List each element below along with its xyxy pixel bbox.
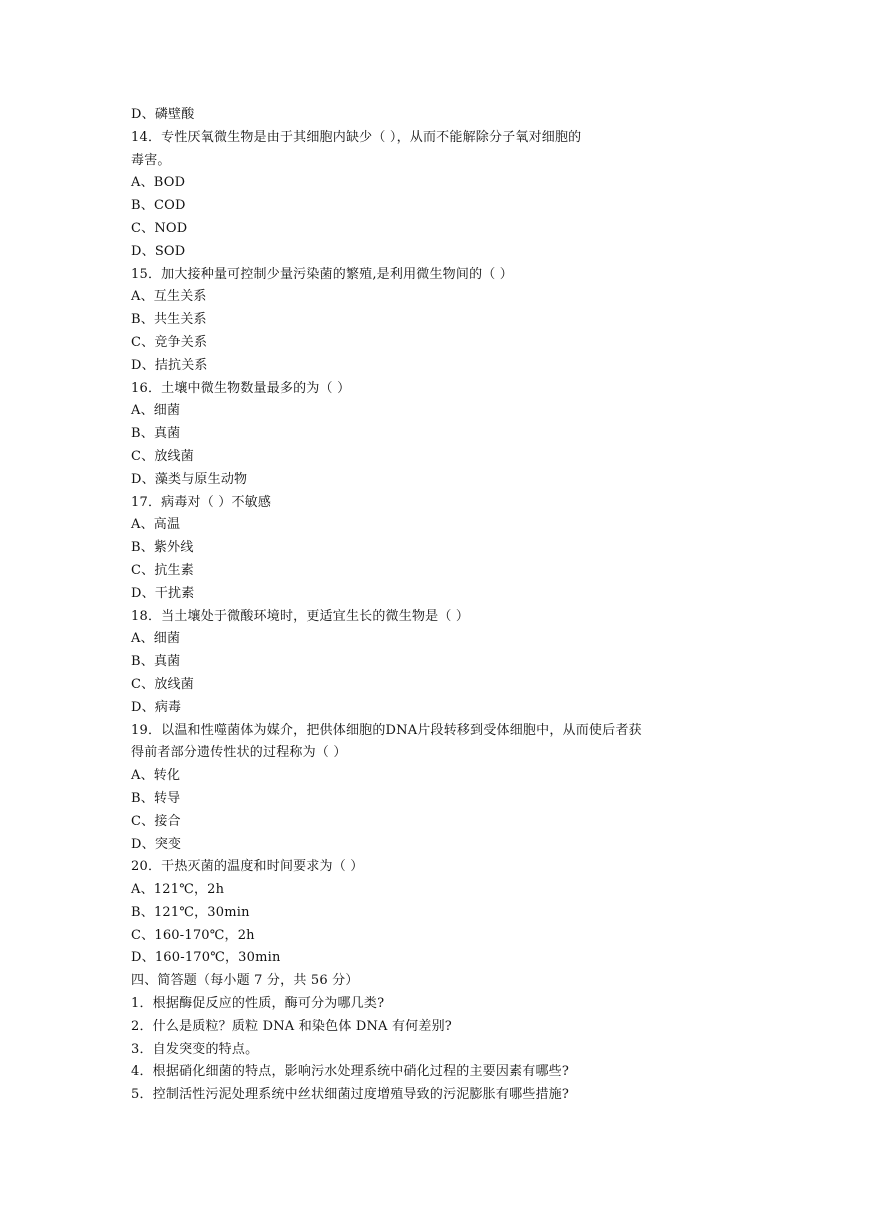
- option-b-q20: B、121℃，30min: [131, 904, 250, 920]
- question-14-cont: 毒害。: [131, 152, 171, 168]
- short-answer-1: 1．根据酶促反应的性质，酶可分为哪几类?: [131, 996, 385, 1012]
- option-d-q14: D、SOD: [131, 243, 186, 259]
- option-c-q19: C、接合: [131, 813, 181, 829]
- short-answer-3: 3．自发突变的特点。: [131, 1041, 259, 1057]
- option-a-q14: A、BOD: [131, 175, 186, 191]
- option-b-q17: B、紫外线: [131, 540, 194, 556]
- question-14: 14．专性厌氧微生物是由于其细胞内缺少（ ），从而不能解除分子氧对细胞的: [131, 129, 582, 145]
- question-19-cont: 得前者部分遗传性状的过程称为（ ）: [131, 745, 347, 761]
- option-b-q19: B、转导: [131, 790, 181, 806]
- option-c-q16: C、放线菌: [131, 448, 194, 464]
- question-19: 19．以温和性噬菌体为媒介，把供体细胞的DNA片段转移到受体细胞中，从而使后者获: [131, 722, 642, 738]
- option-a-q15: A、互生关系: [131, 289, 207, 305]
- option-a-q16: A、细菌: [131, 403, 181, 419]
- short-answer-2: 2．什么是质粒？质粒 DNA 和染色体 DNA 有何差别?: [131, 1018, 452, 1034]
- option-d-q16: D、藻类与原生动物: [131, 471, 248, 487]
- option-c-q17: C、抗生素: [131, 562, 194, 578]
- document-body: [131, 104, 731, 1107]
- option-b-q16: B、真菌: [131, 426, 181, 442]
- option-d-q15: D、拮抗关系: [131, 357, 208, 373]
- question-16: 16．土壤中微生物数量最多的为（ ）: [131, 380, 351, 396]
- option-d-q17: D、干扰素: [131, 585, 195, 601]
- option-c-q20: C、160-170℃，2h: [131, 927, 255, 943]
- option-b-q14: B、COD: [131, 198, 186, 214]
- option-a-q17: A、高温: [131, 517, 181, 533]
- option-d-q19: D、突变: [131, 836, 182, 852]
- section-heading-short-answer: 四、简答题（每小题 7 分，共 56 分）: [131, 973, 359, 989]
- option-a-q20: A、121℃，2h: [131, 882, 225, 898]
- option-b-q18: B、真菌: [131, 654, 181, 670]
- option-c-q14: C、NOD: [131, 220, 188, 236]
- option-a-q18: A、细菌: [131, 631, 181, 647]
- option-b-q15: B、共生关系: [131, 312, 207, 328]
- option-c-q15: C、竞争关系: [131, 334, 208, 350]
- question-18: 18．当土壤处于微酸环境时，更适宜生长的微生物是（ ）: [131, 608, 470, 624]
- question-15: 15．加大接种量可控制少量污染菌的繁殖,是利用微生物间的（ ）: [131, 266, 514, 282]
- option-d-q13: D、磷壁酸: [131, 107, 195, 122]
- question-17: 17．病毒对（ ）不敏感: [131, 494, 272, 510]
- option-d-q20: D、160-170℃，30min: [131, 950, 281, 966]
- option-a-q19: A、转化: [131, 768, 181, 784]
- short-answer-4: 4．根据硝化细菌的特点，影响污水处理系统中硝化过程的主要因素有哪些?: [131, 1064, 570, 1080]
- option-c-q18: C、放线菌: [131, 676, 194, 692]
- question-20: 20．干热灭菌的温度和时间要求为（ ）: [131, 859, 364, 875]
- option-d-q18: D、病毒: [131, 699, 182, 715]
- short-answer-5: 5．控制活性污泥处理系统中丝状细菌过度增殖导致的污泥膨胀有哪些措施?: [131, 1087, 570, 1103]
